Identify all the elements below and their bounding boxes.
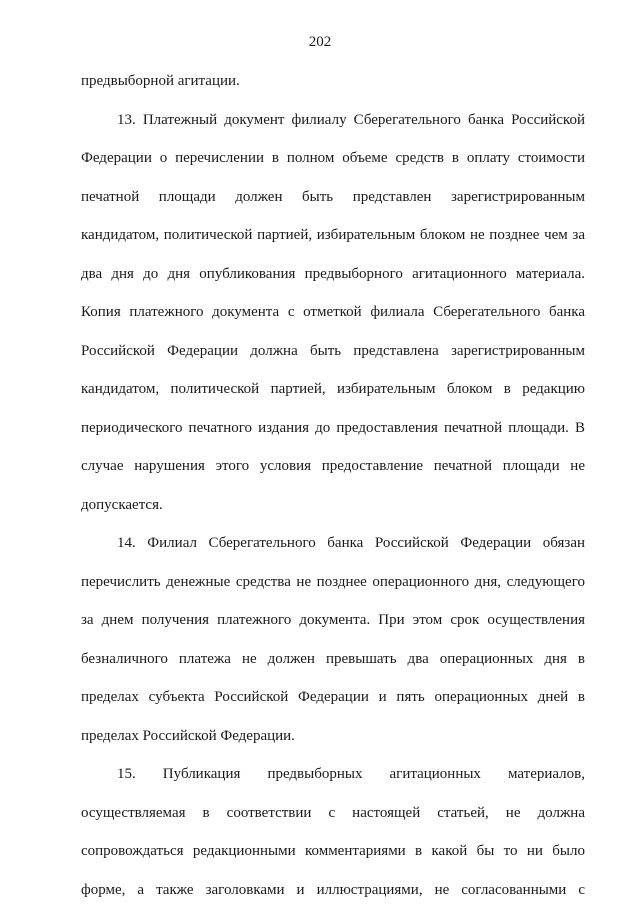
- text-line: Федерации о перечислении в полном объеме средств в оплату стоимости: [81, 139, 585, 178]
- text-line: Копия платежного документа с отметкой филиала Сберегательного банка: [81, 293, 585, 332]
- text-line: 13. Платежный документ филиалу Сберегательного банка Российской: [81, 101, 585, 140]
- paragraph-15: [81, 755, 585, 909]
- text-line: кандидатом, политической партией, избирательным блоком в редакцию: [81, 370, 585, 409]
- text-line: 15. Публикация предвыборных агитационных материалов,: [81, 755, 585, 794]
- text-line: осуществляемая в соответствии с настоящей статьей, не должна: [81, 794, 585, 833]
- text-line: 14. Филиал Сберегательного банка Российской Федерации обязан: [81, 524, 585, 563]
- text-line: печатной площади должен быть представлен зарегистрированным: [81, 178, 585, 217]
- text-line: форме, а также заголовками и иллюстрациями, не согласованными с: [81, 871, 585, 909]
- paragraph-14: [81, 524, 585, 755]
- text-line: кандидатом, политической партией, избирательным блоком не позднее чем за: [81, 216, 585, 255]
- text-line: за днем получения платежного документа. При этом срок осуществления: [81, 601, 585, 640]
- paragraph-continuation: [81, 62, 585, 101]
- text-line: перечислить денежные средства не позднее операционного дня, следующего: [81, 563, 585, 602]
- paragraph-13: [81, 101, 585, 525]
- text-line: случае нарушения этого условия предоставление печатной площади не: [81, 447, 585, 486]
- document-body: [81, 62, 585, 909]
- text-line: сопровождаться редакционными комментариями в какой бы то ни было: [81, 832, 585, 871]
- text-line: предвыборной агитации.: [81, 62, 585, 101]
- text-line: допускается.: [81, 486, 585, 525]
- page-number: 202: [0, 32, 640, 52]
- text-line: пределах субъекта Российской Федерации и пять операционных дней в: [81, 678, 585, 717]
- text-line: безналичного платежа не должен превышать два операционных дня в: [81, 640, 585, 679]
- text-line: Российской Федерации должна быть представлена зарегистрированным: [81, 332, 585, 371]
- text-line: два дня до дня опубликования предвыборного агитационного материала.: [81, 255, 585, 294]
- text-line: пределах Российской Федерации.: [81, 717, 585, 756]
- text-line: периодического печатного издания до предоставления печатной площади. В: [81, 409, 585, 448]
